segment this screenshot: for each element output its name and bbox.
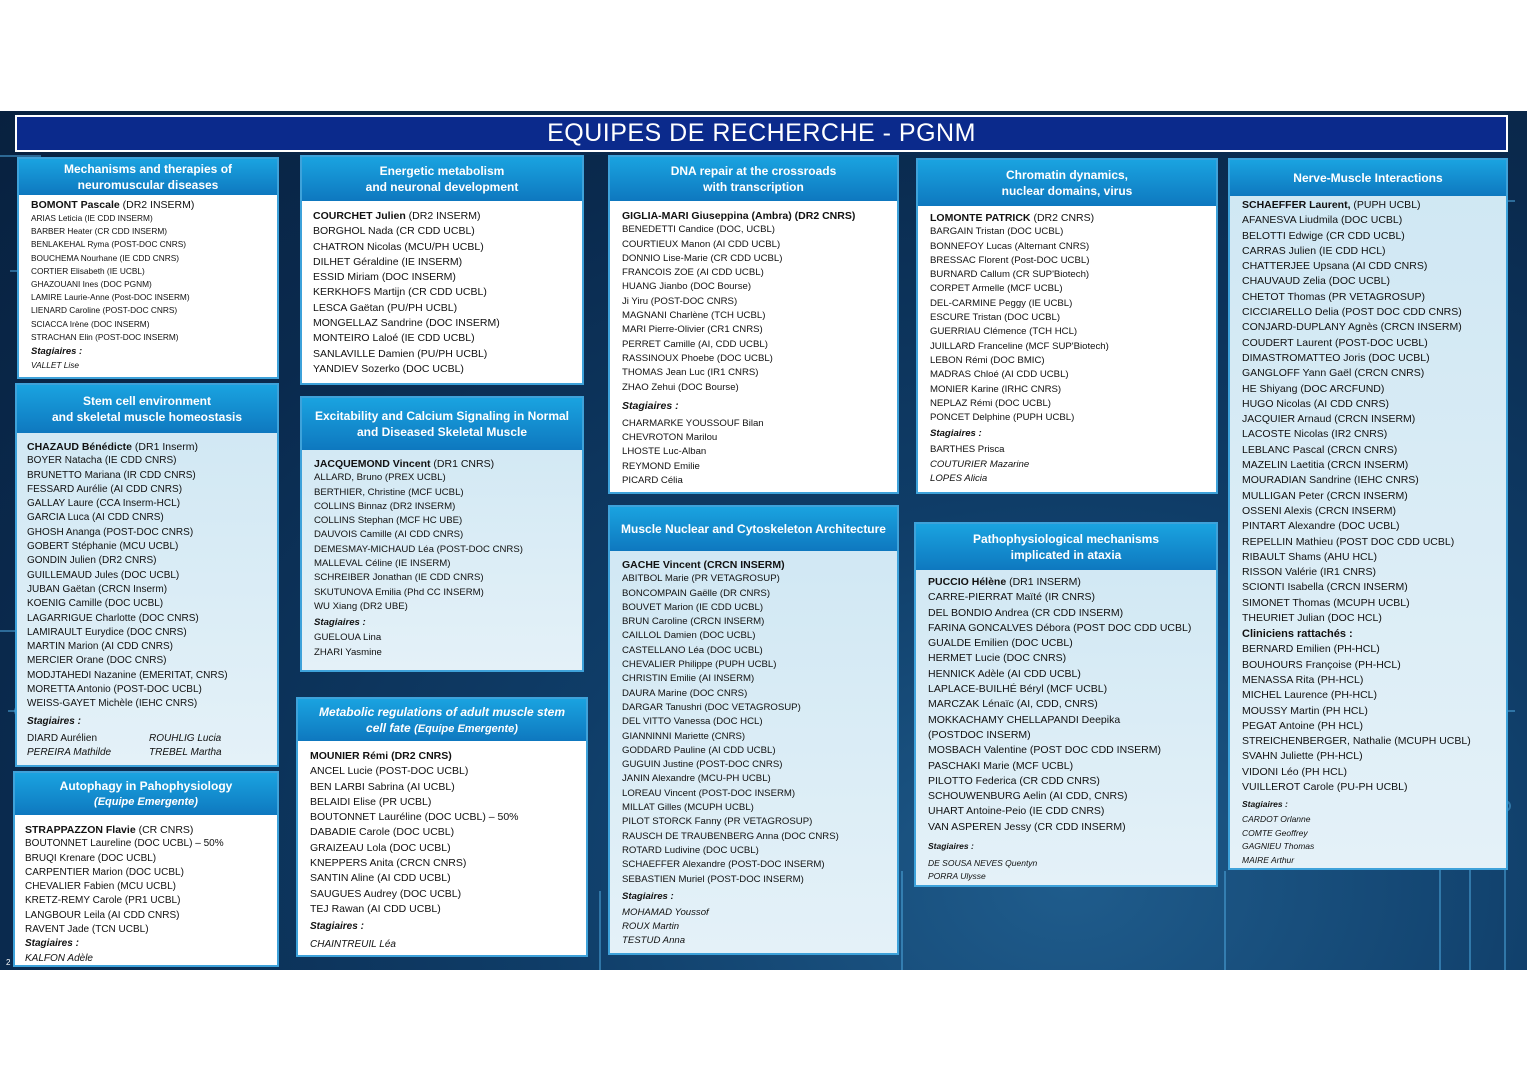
stagiaire: GUELOUA Lina [314, 632, 382, 644]
team-body [27, 440, 277, 760]
member: ANCEL Lucie (POST-DOC UCBL) [310, 765, 469, 778]
clinician: MOUSSY Martin (PH HCL) [1242, 704, 1368, 717]
team-card-metabolic-regulations [296, 697, 588, 957]
lead-name: LOMONTE PATRICK [930, 212, 1031, 224]
member: MOURADIAN Sandrine (IEHC CNRS) [1242, 474, 1419, 487]
member: JANIN Alexandre (MCU-PH UCBL) [622, 773, 771, 785]
stagiaires-column [27, 732, 149, 761]
member: DAUVOIS Camille (AI CDD CNRS) [314, 529, 464, 541]
team-header-line: and skeletal muscle homeostasis [51, 410, 243, 424]
lead-role: (PUPH UCBL) [1350, 199, 1421, 211]
member: MONIER Karine (IRHC CNRS) [930, 383, 1062, 395]
stagiaires-label: Stagiaires : [27, 715, 81, 727]
member: LEBON Rémi (DOC BMIC) [930, 354, 1045, 366]
member: GANGLOFF Yann Gaël (CRCN CNRS) [1242, 367, 1425, 380]
member: PILOTTO Federica (CR CDD CNRS) [928, 774, 1100, 787]
member: BENEDETTI Candice (DOC, UCBL) [622, 224, 775, 236]
team-body [1242, 198, 1506, 867]
member: REPELLIN Mathieu (POST DOC CDD UCBL) [1242, 535, 1455, 548]
member: PASCHAKI Marie (MCF UCBL) [928, 759, 1074, 772]
member: PILOT STORCK Fanny (PR VETAGROSUP) [622, 816, 813, 828]
stagiaires-column [149, 732, 222, 761]
member: BENLAKEHAL Ryma (POST-DOC CNRS) [31, 239, 187, 250]
member: NEPLAZ Rémi (DOC UCBL) [930, 397, 1052, 409]
team-header [17, 385, 277, 433]
member: SKUTUNOVA Emilia (Phd CC INSERM) [314, 586, 484, 598]
member: LANGBOUR Leila (AI CDD CNRS) [25, 909, 180, 921]
member: JACQUIER Arnaud (CRCN INSERM) [1242, 413, 1416, 426]
member: BURNARD Callum (CR SUP'Biotech) [930, 269, 1090, 281]
member: JUILLARD Franceline (MCF SUP'Biotech) [930, 340, 1109, 352]
team-header-line: DNA repair at the crossroads [670, 164, 837, 178]
member: KOENIG Camille (DOC UCBL) [27, 598, 164, 610]
member: Ji Yiru (POST-DOC CNRS) [622, 295, 738, 307]
team-header-line: with transcription [703, 180, 804, 194]
team-header [610, 507, 897, 551]
member: CHATRON Nicolas (MCU/PH UCBL) [313, 240, 484, 253]
member: BOUTONNET Lauréline (DOC UCBL) – 50% [310, 811, 519, 824]
stagiaire: PORRA Ulysse [928, 871, 986, 882]
team-header-line: Nerve-Muscle Interactions [1293, 171, 1443, 185]
member: BRUN Caroline (CRCN INSERM) [622, 616, 765, 628]
stagiaires-label: Stagiaires : [930, 428, 982, 440]
stagiaire: BARTHES Prisca [930, 444, 1005, 456]
member: LAPLACE-BUILHÉ Béryl (MCF UCBL) [928, 683, 1108, 696]
stagiaire: LOPES Alicia [930, 473, 988, 485]
member: MONTEIRO Laloé (IE CDD UCBL) [313, 332, 475, 345]
lead-role: (DR1 CNRS) [430, 458, 495, 470]
member: HUGO Nicolas (AI CDD CNRS) [1242, 397, 1390, 410]
stagiaire: MOHAMAD Youssof [622, 906, 709, 918]
team-lead [310, 749, 586, 764]
member: GHOSH Ananga (POST-DOC CNRS) [27, 526, 194, 538]
team-header-line: Excitability and Calcium Signaling in Normal [314, 409, 570, 423]
member: BOYER Natacha (IE CDD CNRS) [27, 455, 177, 467]
member: CORPET Armelle (MCF UCBL) [930, 283, 1063, 295]
member: BRUNETTO Mariana (IR CDD CNRS) [27, 469, 196, 481]
member: GHAZOUANI Ines (DOC PGNM) [31, 279, 152, 290]
team-card-neuromuscular [17, 157, 279, 379]
stagiaire: COMTE Geoffrey [1242, 827, 1308, 838]
stagiaire: DIARD Aurélien [27, 732, 98, 744]
clinicians-label: Cliniciens rattachés : [1242, 628, 1353, 641]
team-header-line: neuromuscular diseases [77, 178, 219, 192]
clinician: MICHEL Laurence (PH-HCL) [1242, 689, 1377, 702]
member: HE Shiyang (DOC ARCFUND) [1242, 382, 1385, 395]
member: BONNEFOY Lucas (Alternant CNRS) [930, 240, 1090, 252]
member: OSSENI Alexis (CRCN INSERM) [1242, 504, 1397, 517]
stagiaire: DE SOUSA NEVES Quentyn [928, 858, 1038, 869]
team-card-chromatin [916, 158, 1218, 494]
member: MAZELIN Laetitia (CRCN INSERM) [1242, 459, 1409, 472]
member: BARBER Heater (CR CDD INSERM) [31, 226, 167, 237]
clinician: SVAHN Juliette (PH-HCL) [1242, 750, 1363, 763]
team-header-line [298, 720, 586, 737]
team-header [1230, 160, 1506, 196]
stagiaire: PEREIRA Mathilde [27, 746, 112, 758]
member: GONDIN Julien (DR2 CNRS) [27, 555, 157, 567]
member: COLLINS Binnaz (DR2 INSERM) [314, 500, 456, 512]
member: CHEVALIER Philippe (PUPH UCBL) [622, 659, 777, 671]
lead-role: (DR2 CNRS) [1030, 212, 1095, 224]
member: HENNICK Adèle (AI CDD UCBL) [928, 667, 1081, 680]
member: SANLAVILLE Damien (PU/PH UCBL) [313, 347, 488, 360]
member: BRESSAC Florent (Post-DOC UCBL) [930, 254, 1090, 266]
stagiaire: CHARMARKE YOUSSOUF Bilan [622, 417, 764, 429]
stagiaire: PICARD Célia [622, 475, 683, 487]
team-header [19, 159, 277, 195]
stagiaires-label: Stagiaires : [928, 841, 974, 852]
member: FRANCOIS ZOE (AI CDD UCBL) [622, 267, 764, 279]
stagiaire: LHOSTE Luc-Alban [622, 446, 707, 458]
member: LESCA Gaëtan (PU/PH UCBL) [313, 301, 458, 314]
member: RAUSCH DE TRAUBENBERG Anna (DOC CNRS) [622, 830, 839, 842]
team-card-dna-repair [608, 155, 899, 494]
member: MORETTA Antonio (POST-DOC UCBL) [27, 684, 202, 696]
member: BERTHIER, Christine (MCF UCBL) [314, 486, 464, 498]
stagiaire: COUTURIER Mazarine [930, 458, 1030, 470]
stagiaire: VALLET Lise [31, 360, 79, 371]
stagiaire: KALFON Adèle [25, 952, 93, 964]
clinician: VUILLEROT Carole (PU-PH UCBL) [1242, 780, 1408, 793]
lead-name: COURCHET Julien [313, 210, 406, 222]
team-lead [622, 209, 897, 223]
member: DILHET Géraldine (IE INSERM) [313, 255, 463, 268]
member: UHART Antoine-Peio (IE CDD CNRS) [928, 805, 1105, 818]
stagiaires-label: Stagiaires : [622, 399, 679, 412]
clinician: STREICHENBERGER, Nathalie (MCUPH UCBL) [1242, 735, 1471, 748]
member: RIBAULT Shams (AHU HCL) [1242, 550, 1377, 563]
team-header-line: Chromatin dynamics, [1005, 168, 1129, 182]
member: GUERRIAU Clémence (TCH HCL) [930, 326, 1078, 338]
member: CHEVALIER Fabien (MCU UCBL) [25, 881, 176, 893]
member: BOUCHEMA Nourhane (IE CDD CNRS) [31, 252, 179, 263]
member: BELAIDI Elise (PR UCBL) [310, 795, 432, 808]
member: SANTIN Aline (AI CDD UCBL) [310, 872, 451, 885]
team-header-line: Energetic metabolism [379, 164, 505, 178]
member: BARGAIN Tristan (DOC UCBL) [930, 226, 1064, 238]
team-lead [928, 575, 1216, 590]
member: LACOSTE Nicolas (IR2 CNRS) [1242, 428, 1388, 441]
member: COURTIEUX Manon (AI CDD UCBL) [622, 238, 781, 250]
stagiaire: ROUX Martin [622, 921, 680, 933]
member: FARINA GONCALVES Débora (POST DOC CDD UCBL) [928, 621, 1192, 634]
member: KNEPPERS Anita (CRCN CNRS) [310, 857, 467, 870]
clinician: BERNARD Emilien (PH-HCL) [1242, 643, 1380, 656]
stagiaires-label: Stagiaires : [622, 890, 674, 902]
stagiaire: TESTUD Anna [622, 935, 686, 947]
team-header-line: Pathophysiological mechanisms [972, 532, 1160, 546]
member: CHRISTIN Emilie (AI INSERM) [622, 673, 755, 685]
member: GUILLEMAUD Jules (DOC UCBL) [27, 569, 180, 581]
member: ROTARD Ludivine (DOC UCBL) [622, 844, 759, 856]
member: CARPENTIER Marion (DOC UCBL) [25, 866, 184, 878]
team-header [298, 699, 586, 741]
stagiaires-label: Stagiaires : [25, 938, 79, 950]
member: COUDERT Laurent (POST-DOC UCBL) [1242, 336, 1428, 349]
member: DABADIE Carole (DOC UCBL) [310, 826, 455, 839]
member: GALLAY Laure (CCA Inserm-HCL) [27, 498, 181, 510]
member: THOMAS Jean Luc (IR1 CNRS) [622, 367, 759, 379]
team-body [314, 457, 582, 660]
member: CORTIER Elisabeth (IE UCBL) [31, 265, 145, 276]
member: GRAIZEAU Lola (DOC UCBL) [310, 841, 451, 854]
team-lead [25, 823, 277, 837]
lead-name: GACHE Vincent (CRCN INSERM) [622, 559, 785, 571]
member: DIMASTROMATTEO Joris (DOC UCBL) [1242, 351, 1430, 364]
member: LAMIRAULT Eurydice (DOC CNRS) [27, 626, 187, 638]
member: JUBAN Gaëtan (CRCN Inserm) [27, 583, 168, 595]
stagiaires-label: Stagiaires : [314, 617, 366, 629]
lead-role: (DR1 INSERM) [1006, 576, 1081, 588]
team-body [313, 209, 582, 377]
member: LAMIRE Laurie-Anne (Post-DOC INSERM) [31, 292, 190, 303]
member: SCIACCA Irène (DOC INSERM) [31, 318, 150, 329]
member: LEBLANC Pascal (CRCN CNRS) [1242, 443, 1398, 456]
member: ESSID Miriam (DOC INSERM) [313, 271, 456, 284]
member: KRETZ-REMY Carole (PR1 UCBL) [25, 895, 181, 907]
member: MARI Pierre-Olivier (CR1 CNRS) [622, 324, 763, 336]
team-header [302, 157, 582, 201]
team-header-line: Mechanisms and therapies of [63, 162, 233, 176]
team-card-energetic-metabolism [300, 155, 584, 385]
clinician: VIDONI Léo (PH HCL) [1242, 765, 1348, 778]
member: GUGUIN Justine (POST-DOC CNRS) [622, 759, 783, 771]
team-lead [31, 199, 277, 212]
member: GIANNINNI Mariette (CNRS) [622, 730, 746, 742]
stagiaire: ZHARI Yasmine [314, 646, 382, 658]
team-header [610, 157, 897, 201]
member: PINTART Alexandre (DOC UCBL) [1242, 520, 1400, 533]
member: SAUGUES Audrey (DOC UCBL) [310, 887, 462, 900]
lead-role: (CR CNRS) [135, 824, 194, 836]
stagiaire: CARDOT Orlanne [1242, 814, 1311, 825]
team-card-nerve-muscle [1228, 158, 1508, 870]
member: MALLEVAL Céline (IE INSERM) [314, 558, 451, 570]
member: GODDARD Pauline (AI CDD UCBL) [622, 744, 776, 756]
team-body [928, 575, 1216, 883]
member: MERCIER Orane (DOC CNRS) [27, 655, 167, 667]
team-header-line: Muscle Nuclear and Cytoskeleton Architecture [621, 522, 886, 536]
team-body [310, 749, 586, 953]
team-body [930, 211, 1216, 486]
member: MODJTAHEDI Nazanine (EMERITAT, CNRS) [27, 669, 228, 681]
team-lead [314, 457, 582, 471]
lead-name: MOUNIER Rémi (DR2 CNRS) [310, 750, 452, 762]
stagiaire: GAGNIEU Thomas [1242, 841, 1315, 852]
member: SCHOUWENBURG Aelin (AI CDD, CNRS) [928, 790, 1128, 803]
member: STRACHAN Elin (POST-DOC INSERM) [31, 331, 179, 342]
member: RISSON Valérie (IR1 CNRS) [1242, 566, 1376, 579]
member: MULLIGAN Peter (CRCN INSERM) [1242, 489, 1408, 502]
lead-name: CHAZAUD Bénédicte [27, 441, 133, 453]
member: BOUTONNET Laureline (DOC UCBL) – 50% [25, 838, 224, 850]
lead-name: PUCCIO Hélène [928, 576, 1007, 588]
member: KERKHOFS Martijn (CR CDD UCBL) [313, 286, 487, 299]
member: WU Xiang (DR2 UBE) [314, 600, 408, 612]
team-body [25, 823, 277, 966]
team-body [31, 199, 277, 372]
team-header-text: cell fate [366, 720, 411, 735]
member: DEL VITTO Vanessa (DOC HCL) [622, 716, 763, 728]
team-lead [1242, 198, 1506, 213]
lead-role: (DR2 INSERM) [405, 210, 481, 222]
member: BORGHOL Nada (CR CDD UCBL) [313, 225, 475, 238]
member: (POSTDOC INSERM) [928, 728, 1031, 741]
member: BRUQI Krenare (DOC UCBL) [25, 852, 157, 864]
member: CARRAS Julien (IE CDD HCL) [1242, 244, 1386, 257]
member: SCHREIBER Jonathan (IE CDD CNRS) [314, 572, 484, 584]
stagiaire: TREBEL Martha [149, 746, 222, 758]
member: DONNIO Lise-Marie (CR CDD UCBL) [622, 252, 783, 264]
member: SCIONTI Isabella (CRCN INSERM) [1242, 581, 1408, 594]
member: MOSBACH Valentine (POST DOC CDD INSERM) [928, 744, 1161, 757]
team-header-sub: (Equipe Emergente) [94, 796, 198, 808]
clinician: PEGAT Antoine (PH HCL) [1242, 719, 1363, 732]
member: CAILLOL Damien (DOC UCBL) [622, 630, 756, 642]
member: DARGAR Tanushri (DOC VETAGROSUP) [622, 701, 801, 713]
member: YANDIEV Sozerko (DOC UCBL) [313, 362, 464, 375]
team-header-line: and Diseased Skeletal Muscle [356, 425, 528, 439]
member: LOREAU Vincent (POST-DOC INSERM) [622, 787, 796, 799]
member: BEN LARBI Sabrina (AI UCBL) [310, 780, 455, 793]
team-header [918, 160, 1216, 206]
member: CHETOT Thomas (PR VETAGROSUP) [1242, 290, 1426, 303]
team-lead [930, 211, 1216, 225]
team-header-line: implicated in ataxia [1010, 548, 1122, 562]
member: ARIAS Leticia (IE CDD INSERM) [31, 213, 153, 223]
member: CHATTERJEE Upsana (AI CDD CNRS) [1242, 260, 1428, 273]
member: DEL-CARMINE Peggy (IE UCBL) [930, 297, 1073, 309]
member: PERRET Camille (AI, CDD UCBL) [622, 338, 768, 350]
lead-role: (DR1 Inserm) [132, 441, 198, 453]
team-header-line: Stem cell environment [82, 394, 212, 408]
member: ALLARD, Bruno (PREX UCBL) [314, 472, 446, 484]
page-title: EQUIPES DE RECHERCHE - PGNM [15, 115, 1508, 152]
member: PONCET Delphine (PUPH UCBL) [930, 412, 1075, 424]
stagiaire: ROUHLIG Lucia [149, 732, 222, 744]
team-lead [313, 209, 582, 224]
member: VAN ASPEREN Jessy (CR CDD INSERM) [928, 820, 1126, 833]
member: ZHAO Zehui (DOC Bourse) [622, 381, 739, 393]
team-lead [27, 440, 277, 454]
member: CICCIARELLO Delia (POST DOC CDD CNRS) [1242, 306, 1462, 319]
member: GUALDE Emilien (DOC UCBL) [928, 637, 1073, 650]
member: SEBASTIEN Muriel (POST-DOC INSERM) [622, 873, 804, 885]
member: COLLINS Stephan (MCF HC UBE) [314, 515, 463, 527]
team-body [622, 209, 897, 488]
member: BOUVET Marion (IE CDD UCBL) [622, 601, 764, 613]
member: ESCURE Tristan (DOC UCBL) [930, 312, 1061, 324]
member: SIMONET Thomas (MCUPH UCBL) [1242, 596, 1410, 609]
member: CARRE-PIERRAT Maïté (IR CNRS) [928, 591, 1096, 604]
member: BONCOMPAIN Gaëlle (DR CNRS) [622, 587, 771, 599]
team-card-ataxia [914, 522, 1218, 887]
member: HERMET Lucie (DOC CNRS) [928, 652, 1067, 665]
member: DEL BONDIO Andrea (CR CDD INSERM) [928, 606, 1124, 619]
lead-name: JACQUEMOND Vincent [314, 458, 431, 470]
clinician: MENASSA Rita (PH-HCL) [1242, 673, 1364, 686]
member: RASSINOUX Phoebe (DOC UCBL) [622, 352, 773, 364]
lead-name: GIGLIA-MARI Giuseppina (Ambra) (DR2 CNRS) [622, 210, 856, 222]
member: CHAUVAUD Zelia (DOC UCBL) [1242, 275, 1390, 288]
team-card-muscle-nuclear [608, 505, 899, 955]
team-header-line: nuclear domains, virus [1001, 184, 1133, 198]
member: DAURA Marine (DOC CNRS) [622, 687, 748, 699]
member: LIENARD Caroline (POST-DOC CNRS) [31, 305, 178, 316]
team-header [15, 773, 277, 815]
member: WEISS-GAYET Michèle (IEHC CNRS) [27, 698, 198, 710]
member: MONGELLAZ Sandrine (DOC INSERM) [313, 317, 500, 330]
team-header [916, 524, 1216, 570]
stagiaires-grid [27, 732, 277, 761]
team-header-sub: (Equipe Emergente) [414, 722, 518, 735]
member: SCHAEFFER Alexandre (POST-DOC INSERM) [622, 859, 825, 871]
member: MADRAS Chloé (AI CDD UCBL) [930, 369, 1069, 381]
team-body [622, 558, 897, 949]
team-card-stem-cell [15, 383, 279, 767]
member: LAGARRIGUE Charlotte (DOC CNRS) [27, 612, 199, 624]
stagiaires-label: Stagiaires : [1242, 799, 1288, 810]
lead-name: BOMONT Pascale [31, 199, 120, 211]
team-card-excitability [300, 396, 584, 672]
team-header-line: and neuronal development [365, 180, 519, 194]
member: TEJ Rawan (AI CDD UCBL) [310, 902, 441, 915]
member: CASTELLANO Léa (DOC UCBL) [622, 644, 763, 656]
member: FESSARD Aurélie (AI CDD CNRS) [27, 483, 183, 495]
clinician: BOUHOURS Françoise (PH-HCL) [1242, 658, 1401, 671]
team-header-line: Metabolic regulations of adult muscle stem [318, 704, 566, 719]
member: HUANG Jianbo (DOC Bourse) [622, 281, 752, 293]
member: AFANESVA Liudmila (DOC UCBL) [1242, 214, 1403, 227]
member: ABITBOL Marie (PR VETAGROSUP) [622, 573, 780, 585]
lead-name: SCHAEFFER Laurent, [1242, 199, 1351, 211]
team-header [302, 398, 582, 450]
member: GOBERT Stéphanie (MCU UCBL) [27, 541, 179, 553]
member: RAVENT Jade (TCN UCBL) [25, 924, 149, 936]
member: BELOTTI Edwige (CR CDD UCBL) [1242, 229, 1405, 242]
lead-role: (DR2 INSERM) [119, 199, 195, 211]
member: DEMESMAY-MICHAUD Léa (POST-DOC CNRS) [314, 543, 523, 555]
member: MILLAT Gilles (MCUPH UCBL) [622, 802, 754, 814]
stagiaires-label: Stagiaires : [310, 921, 364, 933]
member: THEURIET Julian (DOC HCL) [1242, 612, 1382, 625]
member: GARCIA Luca (AI CDD CNRS) [27, 512, 164, 524]
stagiaires-label: Stagiaires : [31, 346, 83, 358]
member: MARTIN Marion (AI CDD CNRS) [27, 641, 173, 653]
member: MAGNANI Charlène (TCH UCBL) [622, 310, 766, 322]
page-number: 2 [6, 958, 11, 967]
team-header-line: Autophagy in Pahophysiology [59, 779, 233, 793]
team-lead [622, 558, 897, 572]
member: MARCZAK Lénaïc (AI, CDD, CNRS) [928, 698, 1098, 711]
stagiaire: MAIRE Arthur [1242, 854, 1295, 865]
lead-name: STRAPPAZZON Flavie [25, 824, 136, 836]
stagiaire: CHAINTREUIL Léa [310, 939, 396, 951]
member: MOKKACHAMY CHELLAPANDI Deepika [928, 713, 1121, 726]
stagiaire: REYMOND Emilie [622, 460, 700, 472]
member: CONJARD-DUPLANY Agnès (CRCN INSERM) [1242, 321, 1462, 334]
stagiaire: CHEVROTON Marilou [622, 432, 718, 444]
team-card-autophagy [13, 771, 279, 967]
